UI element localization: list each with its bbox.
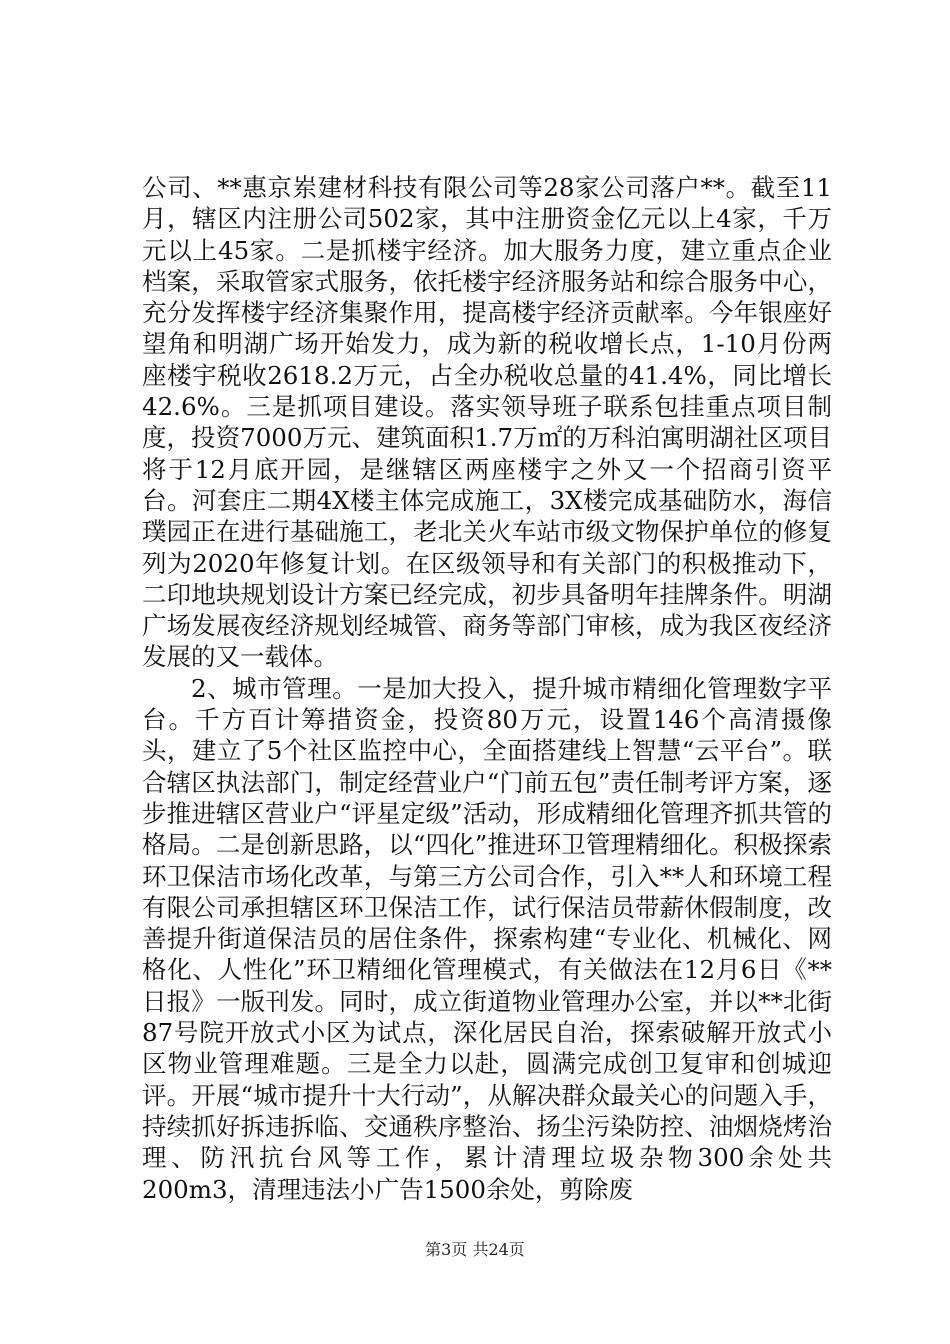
paragraph-2: 2、城市管理。一是加大投入，提升城市精细化管理数字平台。千方百计筹措资金，投资80万元，设置146个高清摄像头，建立了5个社区监控中心，全面搭建线上智慧“云平台”。联合辖区执法部门，制定经营业户“门前五包”责任制考评方案，逐步推进辖区营业户“评星定级”活动，形成精细化管理齐抓共管的格局。二是创新思路，以“四化”推进环卫管理精细化。积极探索环卫保洁市场化改革，与第三方公司合作，引入**人和环境工程有限公司承担辖区环卫保洁工作，试行保洁员带薪休假制度，改善提升街道保洁员的居住条件，探索构建“专业化、机械化、网格化、人性化”环卫精细化管理模式，有关做法在12月6日《**日报》一版刊发。同时，成立街道物业管理办公室，并以**北街87号院开放式小区为试点，深化居民自治，探索破解开放式小区物业管理难题。三是全力以赴，圆满完成创卫复审和创城迎评。开展“城市提升十大行动”，从解决群众最关心的问题入手，持续抓好拆违拆临、交通秩序整治、扬尘污染防控、油烟烧烤治理、防汛抗台风等工作，累计清理垃圾杂物300余处共200m3，清理违法小广告1500余处，剪除废 [142, 673, 832, 1204]
document-body [142, 172, 832, 1205]
paragraph-1: 公司、**惠京岽建材科技有限公司等28家公司落户**。截至11月，辖区内注册公司502家，其中注册资金亿元以上4家，千万元以上45家。二是抓楼宇经济。加大服务力度，建立重点企业档案，采取管家式服务，依托楼宇经济服务站和综合服务中心，充分发挥楼宇经济集聚作用，提高楼宇经济贡献率。今年银座好望角和明湖广场开始发力，成为新的税收增长点，1-10月份两座楼宇税收2618.2万元，占全办税收总量的41.4%，同比增长42.6%。三是抓项目建设。落实领导班子联系包挂重点项目制度，投资7000万元、建筑面积1.7万㎡的万科泊寓明湖社区项目将于12月底开园，是继辖区两座楼宇之外又一个招商引资平台。河套庄二期4X楼主体完成施工，3X楼完成基础防水，海信璞园正在进行基础施工，老北关火车站市级文物保护单位的修复列为2020年修复计划。在区级领导和有关部门的积极推动下，二印地块规划设计方案已经完成，初步具备明年挂牌条件。明湖广场发展夜经济规划经城管、商务等部门审核，成为我区夜经济发展的又一载体。 [142, 173, 832, 672]
page-footer: 第3页 共24页 [425, 1240, 525, 1259]
